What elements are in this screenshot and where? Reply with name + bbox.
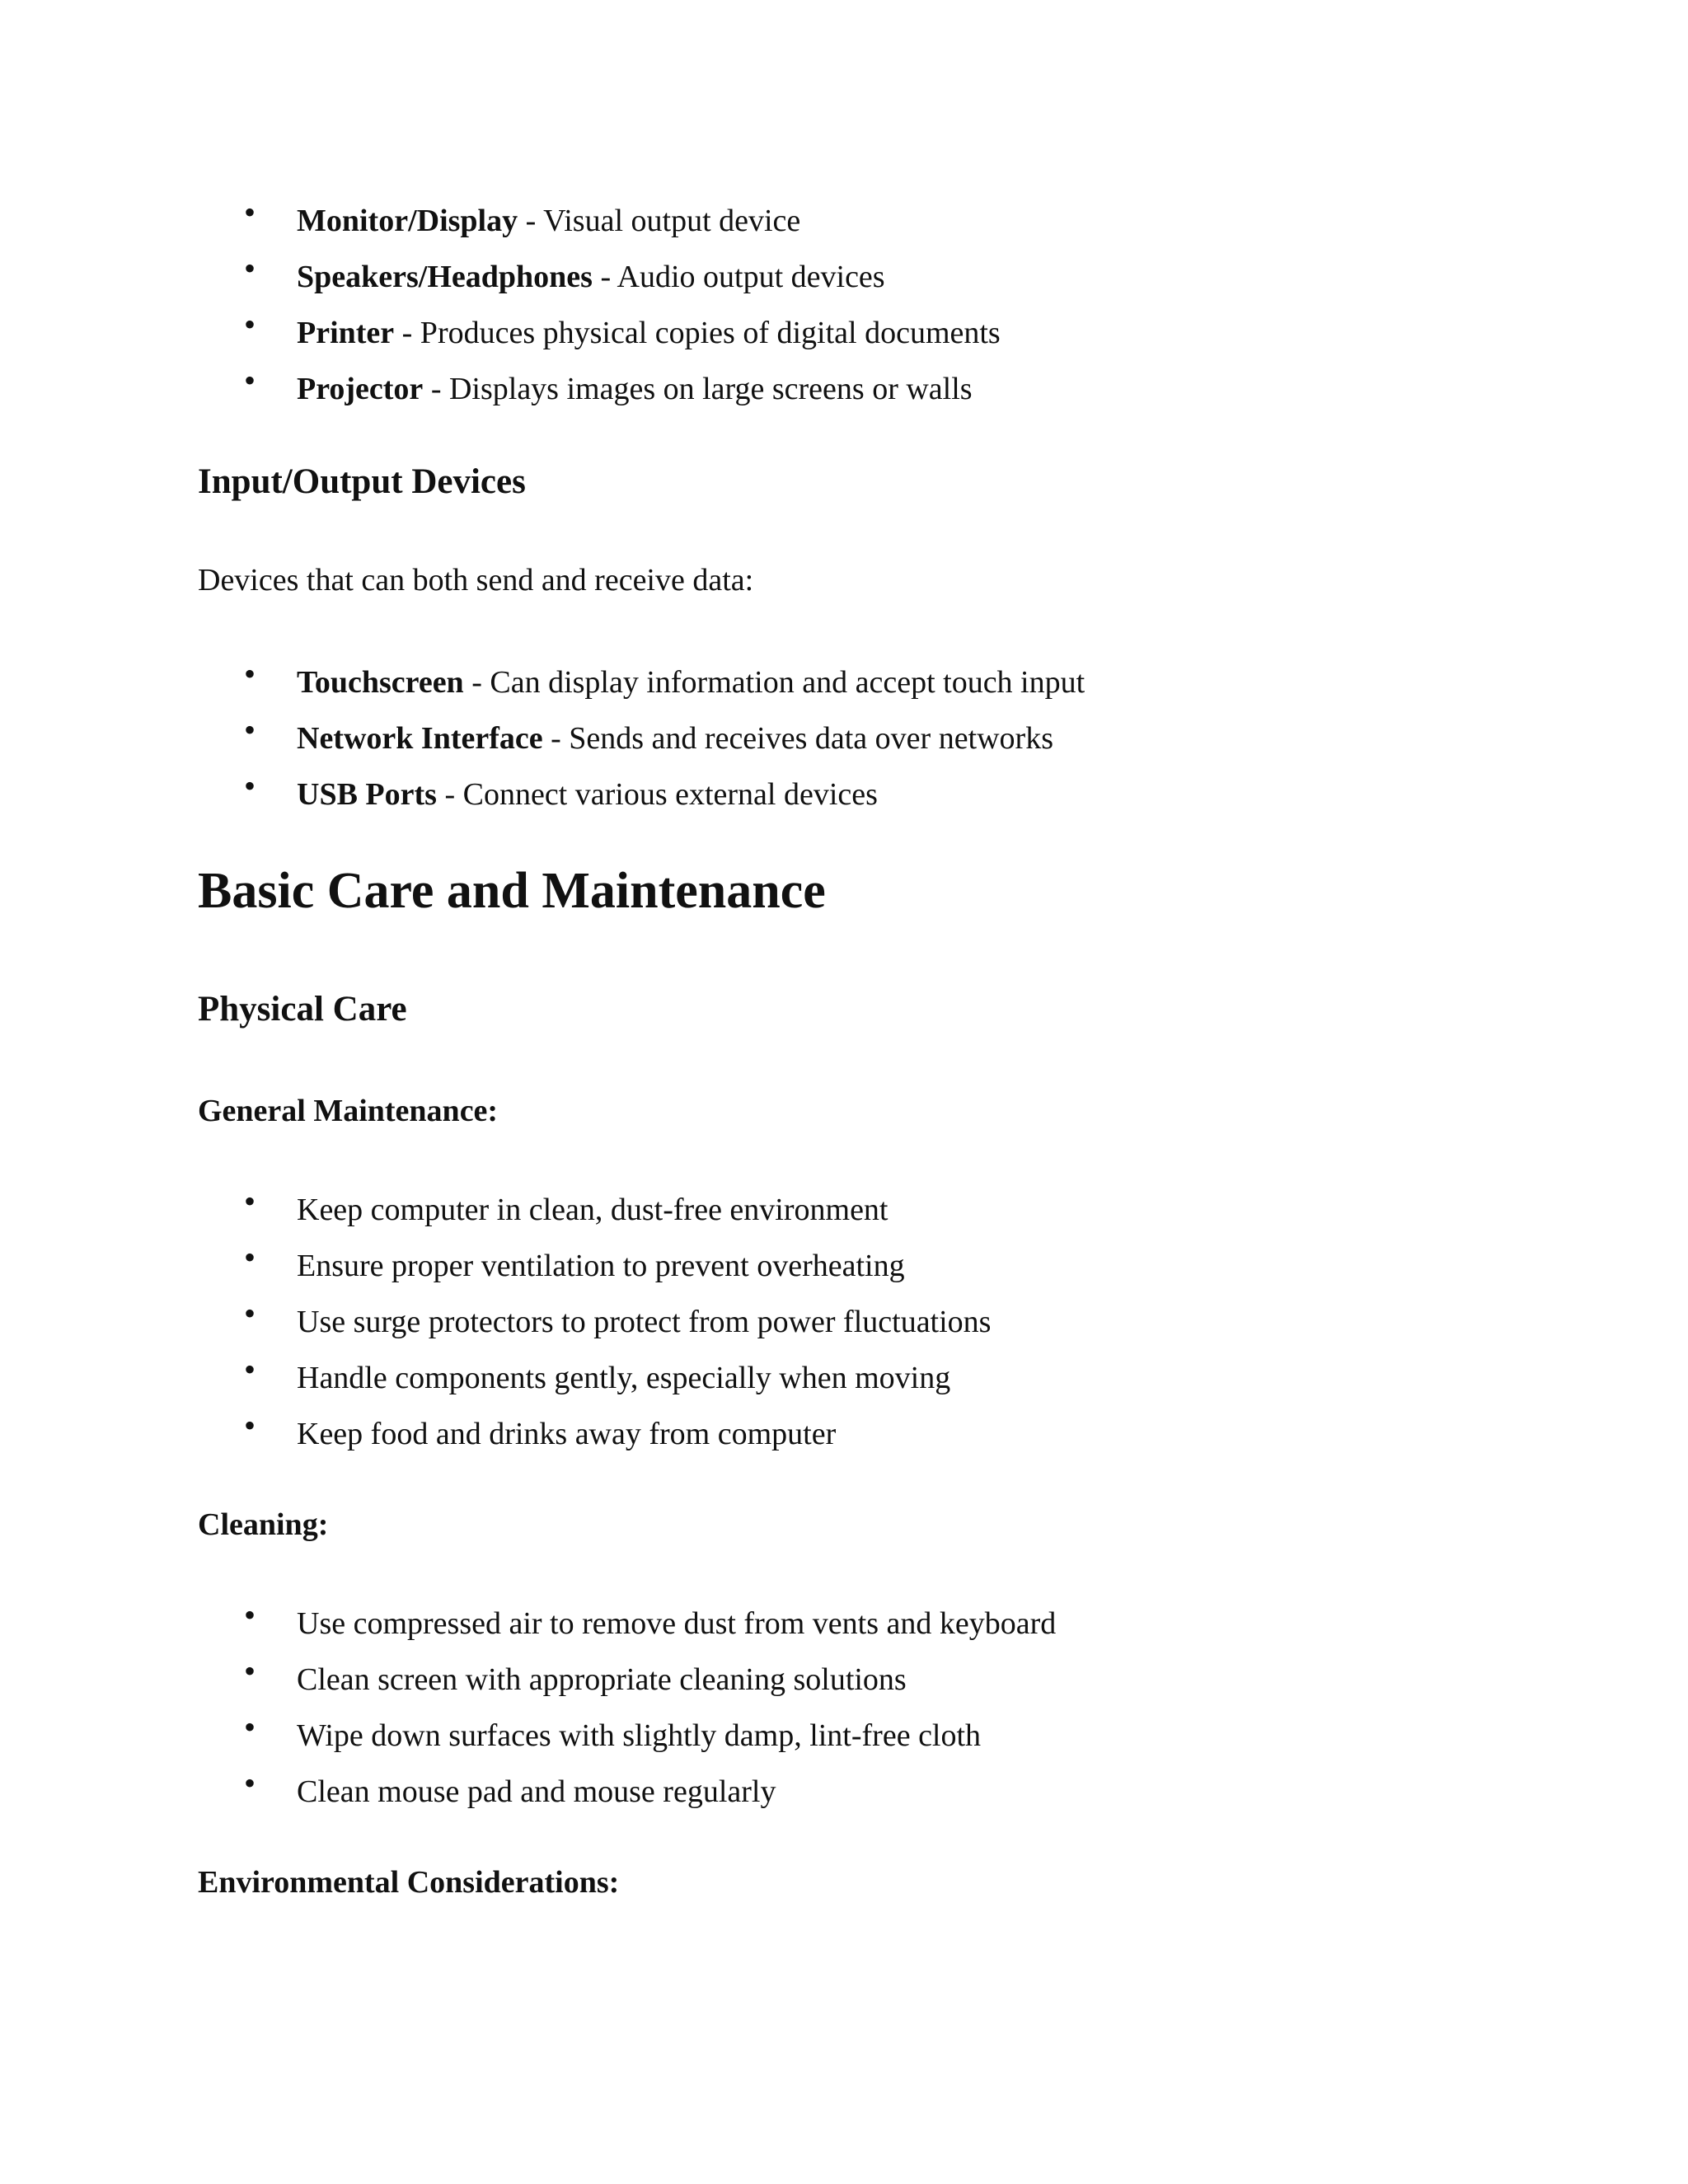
- physical-care-heading: Physical Care: [198, 990, 407, 1029]
- bullet: •: [244, 1239, 256, 1276]
- bullet: •: [244, 1652, 256, 1690]
- item-description: - Can display information and accept touch input: [463, 665, 1085, 700]
- bullet: •: [244, 1407, 256, 1444]
- bullet: •: [244, 1596, 256, 1633]
- item-term: Network Interface: [297, 721, 543, 756]
- item-term: Speakers/Headphones: [297, 260, 593, 294]
- item-description: - Sends and receives data over networks: [542, 721, 1054, 756]
- item-text: Use surge protectors to protect from power fluctuations: [297, 1305, 992, 1339]
- item-text: Wipe down surfaces with slightly damp, lint-free cloth: [297, 1718, 982, 1753]
- care-heading: Basic Care and Maintenance: [198, 863, 826, 919]
- bullet: •: [244, 1183, 256, 1220]
- item-text: Use compressed air to remove dust from vents and keyboard: [297, 1606, 1057, 1641]
- item-term: Projector: [297, 372, 424, 406]
- item-text: Clean mouse pad and mouse regularly: [297, 1774, 776, 1809]
- io-intro: Devices that can both send and receive data:: [198, 563, 754, 598]
- general-maintenance-heading: General Maintenance:: [198, 1094, 499, 1128]
- item-description: - Produces physical copies of digital documents: [394, 316, 1001, 350]
- bullet: •: [244, 1295, 256, 1332]
- io-heading: Input/Output Devices: [198, 462, 526, 501]
- environmental-heading: Environmental Considerations:: [198, 1865, 620, 1900]
- bullet: •: [244, 362, 256, 399]
- bullet: •: [244, 1708, 256, 1746]
- bullet: •: [244, 306, 256, 343]
- item-description: - Visual output device: [518, 204, 801, 238]
- bullet: •: [244, 1351, 256, 1388]
- item-text: Handle components gently, especially when moving: [297, 1361, 951, 1395]
- item-term: Touchscreen: [297, 665, 464, 700]
- item-term: USB Ports: [297, 777, 437, 812]
- cleaning-heading: Cleaning:: [198, 1507, 329, 1542]
- item-description: - Audio output devices: [592, 260, 885, 294]
- item-text: Keep food and drinks away from computer: [297, 1417, 837, 1451]
- bullet: •: [244, 655, 256, 692]
- item-text: Clean screen with appropriate cleaning solutions: [297, 1662, 907, 1697]
- item-text: Keep computer in clean, dust-free environment: [297, 1193, 889, 1227]
- bullet: •: [244, 711, 256, 748]
- bullet: •: [244, 250, 256, 287]
- item-term: Printer: [297, 316, 395, 350]
- bullet: •: [244, 767, 256, 804]
- item-description: - Connect various external devices: [436, 777, 878, 812]
- item-text: Ensure proper ventilation to prevent overheating: [297, 1249, 905, 1283]
- item-description: - Displays images on large screens or walls: [423, 372, 973, 406]
- bullet: •: [244, 194, 256, 231]
- item-term: Monitor/Display: [297, 204, 518, 238]
- bullet: •: [244, 1765, 256, 1802]
